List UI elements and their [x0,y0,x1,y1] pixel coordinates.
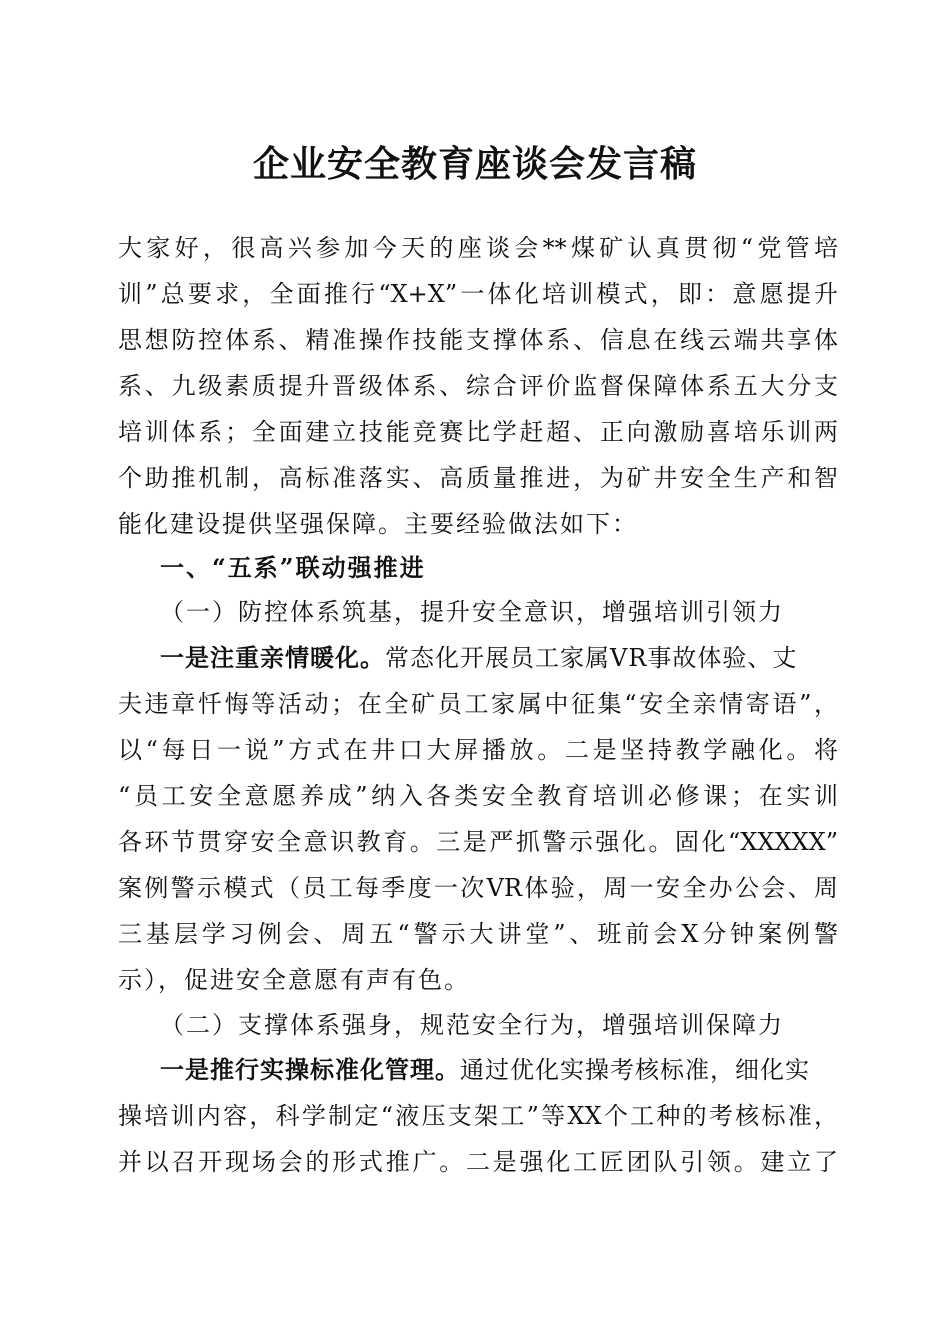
paragraph-1-line-5: 各环节贯穿安全意识教育。三是严抓警示强化。固化“XXXXX” [118,828,838,856]
section-heading-1: 一、“五系”联动强推进 [160,553,426,582]
document-title: 企业安全教育座谈会发言稿 [252,143,697,185]
paragraph-1-line-8: 示），促进安全意愿有声有色。 [118,966,470,994]
intro-line-6: 个助推机制，高标准落实、高质量推进，为矿井安全生产和智 [118,464,838,492]
intro-line-7: 能化建设提供坚强保障。主要经验做法如下： [118,510,638,538]
paragraph-1-line-1 [160,643,836,673]
paragraph-2-line-2: 操培训内容，科学制定“液压支架工”等XX个工种的考核标准， [118,1102,838,1130]
paragraph-1-line-3: 以“每日一说”方式在井口大屏播放。二是坚持教学融化。将 [118,736,838,764]
paragraph-2-lead: 一是推行实操标准化管理。 [160,1055,460,1084]
intro-line-3: 思想防控体系、精准操作技能支撑体系、信息在线云端共享体 [118,326,838,354]
paragraph-2-line-1 [160,1055,836,1085]
subsection-heading-2: （二）支撑体系强身，规范安全行为，增强培训保障力 [160,1011,784,1039]
paragraph-2-line-3: 并以召开现场会的形式推广。二是强化工匠团队引领。建立了 [118,1148,838,1176]
paragraph-1-line-7: 三基层学习例会、周五“警示大讲堂”、班前会X分钟案例警 [118,920,838,948]
paragraph-1-line-4: “员工安全意愿养成”纳入各类安全教育培训必修课；在实训 [118,782,838,810]
intro-line-4: 系、九级素质提升晋级体系、综合评价监督保障体系五大分支 [118,372,838,400]
paragraph-1-lead: 一是注重亲情暖化。 [160,643,385,672]
intro-line-2: 训”总要求，全面推行“X+X”一体化培训模式，即：意愿提升 [118,280,838,308]
intro-line-1: 大家好，很高兴参加今天的座谈会**煤矿认真贯彻“党管培 [118,234,838,262]
subsection-heading-1: （一）防控体系筑基，提升安全意识，增强培训引领力 [160,598,784,626]
paragraph-1-line-2: 夫违章忏悔等活动；在全矿员工家属中征集“安全亲情寄语”， [118,690,838,718]
paragraph-1-line-6: 案例警示模式（员工每季度一次VR体验，周一安全办公会、周 [118,874,838,902]
intro-line-5: 培训体系；全面建立技能竞赛比学赶超、正向激励喜培乐训两 [118,418,838,446]
paragraph-2-first-rest: 通过优化实操考核标准，细化实 [460,1056,810,1084]
paragraph-1-first-rest: 常态化开展员工家属VR事故体验、丈 [385,644,798,672]
